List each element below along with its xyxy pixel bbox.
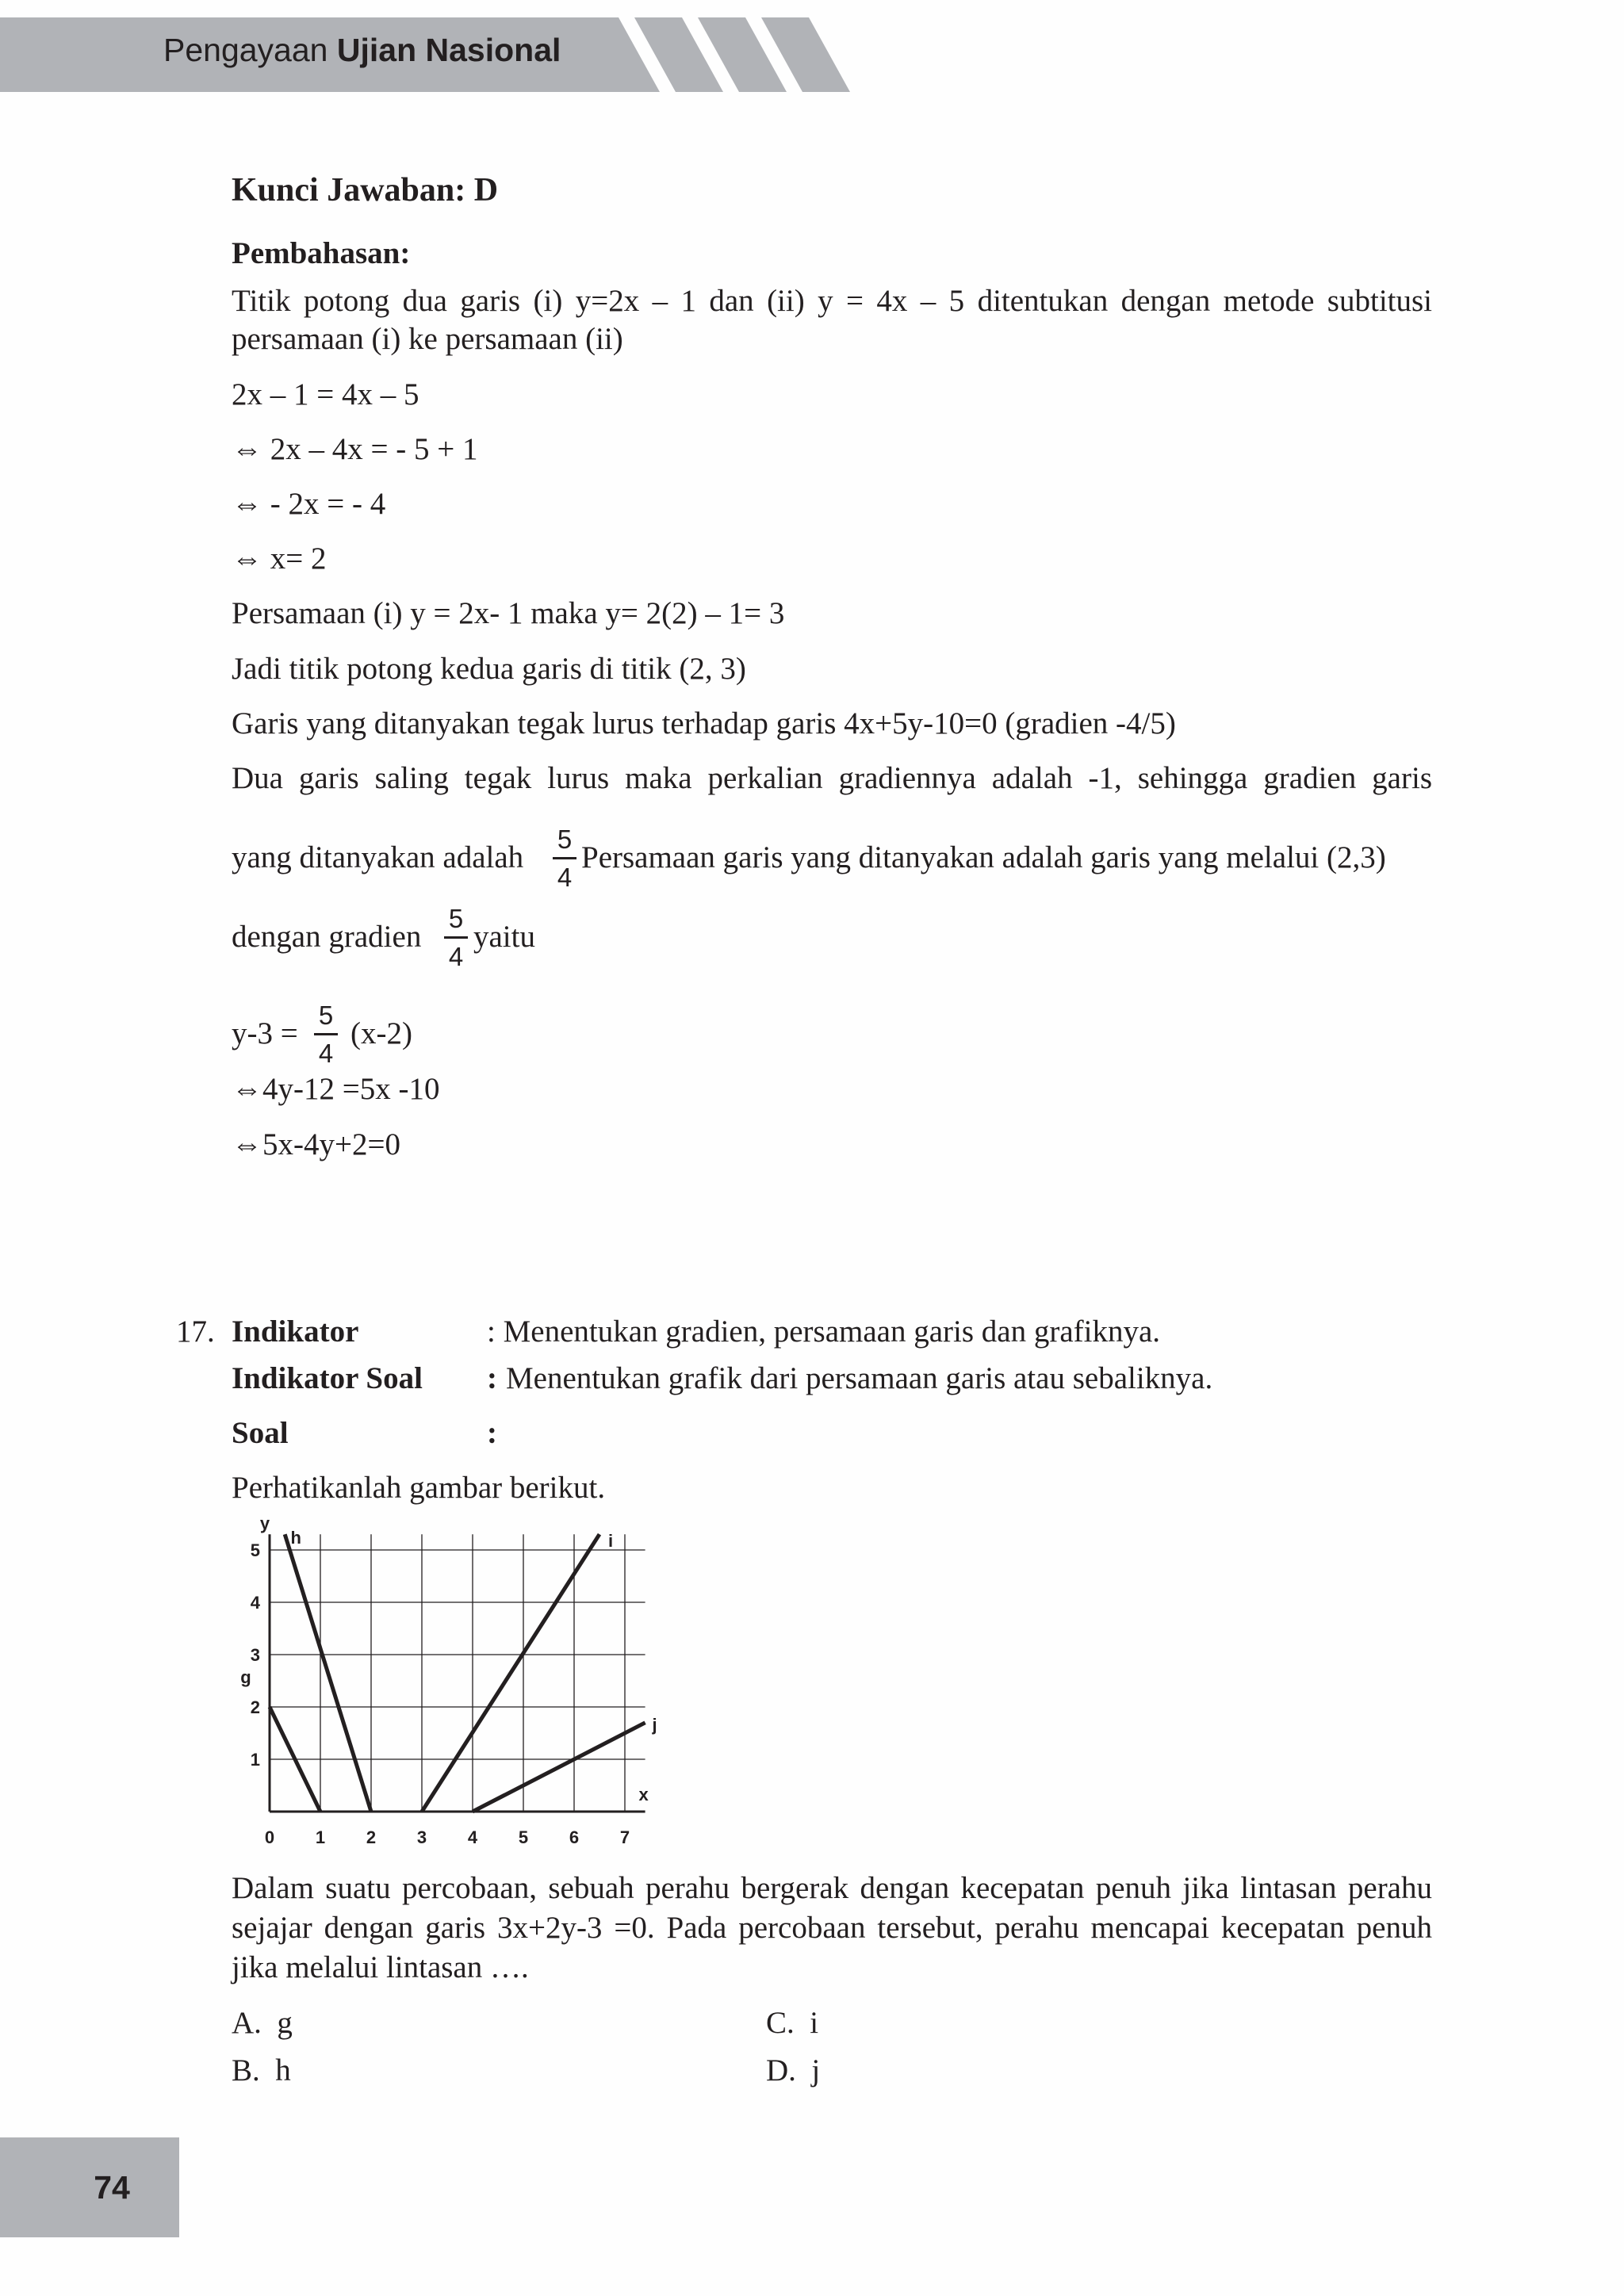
option-b-letter: B. [232,2053,260,2087]
intro-line-1: Titik potong dua garis (i) y=2x – 1 dan (ii) y = 4x – 5 ditentukan dengan metode subtitusi [232,284,1432,318]
step-2: ⇔ 2x – 4x = - 5 + 1 [232,432,478,466]
step-4: ⇔ x= 2 [232,541,327,576]
indicator-soal-label: Indikator Soal [232,1361,423,1395]
question-body-line-1: Dalam suatu percobaan, sebuah perahu bergerak dengan kecepatan penuh jika lintasan perahu [232,1871,1432,1905]
x-tick-label: 3 [416,1827,427,1847]
intro-line-2: persamaan (i) ke persamaan (ii) [232,322,623,356]
fraction-five-quarters-1 [553,826,576,890]
fraction-bar [314,1033,338,1035]
line-asked: Garis yang ditanyakan tegak lurus terhadap garis 4x+5y-10=0 (gradien -4/5) [232,706,1176,740]
option-c-letter: C. [766,2006,795,2040]
option-d-letter: D. [766,2053,796,2087]
x-tick-label: 5 [518,1827,529,1847]
option-a-text: g [277,2006,293,2040]
step-1: 2x – 1 = 4x – 5 [232,377,419,411]
fraction-denominator: 4 [318,1039,334,1068]
line-h [285,1534,371,1812]
question-body-line-2: sejajar dengan garis 3x+2y-3 =0. Pada percobaan tersebut, perahu mencapai kecepatan penuh [232,1911,1432,1945]
fraction-numerator: 5 [318,1001,334,1030]
line-perpendicular: Dua garis saling tegak lurus maka perkalian gradiennya adalah -1, sehingga gradien garis [232,761,1432,795]
soal-label: Soal [232,1416,289,1450]
question-body-line-3: jika melalui lintasan …. [232,1950,529,1984]
fraction-bar [444,936,468,939]
x-tick-label: 1 [315,1827,326,1847]
final-step-2: ⇔5x-4y+2=0 [232,1127,400,1161]
line-i [422,1534,599,1812]
with-gradient-prefix: dengan gradien [232,920,422,954]
x-tick-label: 0 [264,1827,275,1847]
indicator-value: : Menentukan gradien, persamaan garis dan grafiknya. [487,1314,1161,1349]
final-step-1: ⇔4y-12 =5x -10 [232,1072,440,1106]
step-3: ⇔ - 2x = - 4 [232,487,386,521]
answer-key-title: Kunci Jawaban: D [232,172,499,209]
line-label-g: g [240,1667,251,1687]
x-axis-label: x [638,1785,649,1804]
label-layer [240,1513,657,1847]
question-prompt: Perhatikanlah gambar berikut. [232,1471,606,1505]
y-tick-label: 3 [250,1645,260,1665]
gradient-suffix: Persamaan garis yang ditanyakan adalah garis yang melalui (2,3) [581,840,1386,874]
page-number: 74 [94,2169,130,2206]
fraction-denominator: 4 [557,863,573,892]
option-a[interactable] [232,2004,293,2042]
option-d[interactable] [766,2052,820,2090]
section-header-bold: Ujian Nasional [336,32,561,68]
with-gradient-suffix: yaitu [473,920,535,954]
line-j [473,1723,645,1812]
line-label-h: h [290,1528,301,1548]
x-tick-label: 4 [467,1827,478,1847]
section-header-normal: Pengayaan [163,32,328,68]
y-tick-label: 1 [250,1750,260,1770]
indicator-label: Indikator [232,1314,359,1349]
y-tick-label: 2 [250,1697,260,1717]
equation-suffix: (x-2) [350,1016,412,1050]
y-tick-label: 4 [250,1593,260,1613]
fraction-numerator: 5 [557,825,573,854]
line-graph [222,1510,682,1859]
option-b[interactable] [232,2052,291,2090]
series-layer [270,1534,645,1812]
fraction-five-quarters-2 [444,905,468,970]
line-intersection: Jadi titik potong kedua garis di titik (2, 3) [232,652,746,686]
option-b-text: h [275,2053,291,2087]
y-tick-label: 5 [250,1540,260,1560]
question-number: 17. [176,1314,215,1349]
fraction-numerator: 5 [448,904,464,933]
x-tick-label: 2 [366,1827,377,1847]
line-label-j: j [652,1714,657,1735]
indicator-soal-value: Menentukan grafik dari persamaan garis atau sebaliknya. [506,1361,1213,1395]
option-a-letter: A. [232,2006,262,2040]
line-y-value: Persamaan (i) y = 2x- 1 maka y= 2(2) – 1= 3 [232,596,785,630]
gradient-prefix: yang ditanyakan adalah [232,840,524,874]
section-header [163,32,561,69]
x-tick-label: 6 [569,1827,580,1847]
option-c[interactable] [766,2004,818,2042]
x-tick-label: 7 [619,1827,630,1847]
discussion-label: Pembahasan: [232,236,411,270]
option-d-text: j [811,2053,821,2087]
line-label-i: i [607,1531,614,1552]
equation-prefix: y-3 = [232,1016,298,1050]
indicator-soal-colon: : [487,1361,497,1395]
soal-colon: : [487,1416,497,1450]
fraction-denominator: 4 [448,942,464,971]
fraction-bar [553,857,576,859]
y-axis-label: y [259,1513,270,1534]
option-c-text: i [810,2006,819,2040]
fraction-five-quarters-3 [314,1002,338,1066]
